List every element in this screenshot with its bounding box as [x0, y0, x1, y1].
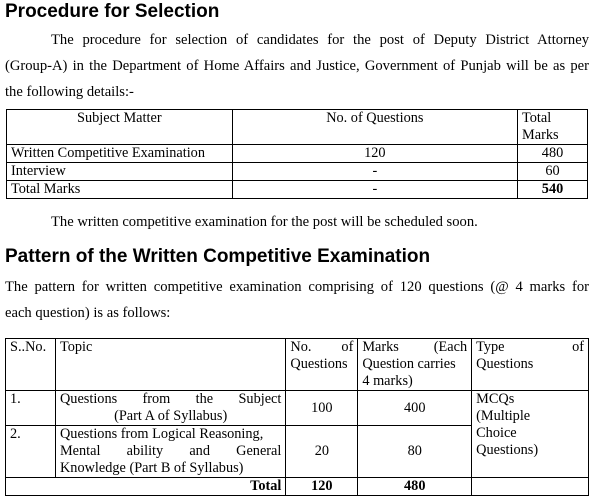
- header-total-marks-line-2: Marks: [522, 127, 559, 143]
- row-2-marks: 80: [358, 426, 472, 478]
- header-type: [472, 339, 589, 391]
- row-1-topic-line-1: Questions from the Subject: [59, 391, 282, 407]
- row-2-sno: 2.: [6, 426, 56, 478]
- row-interview-subject: Interview: [7, 163, 233, 181]
- header-topic: Topic: [55, 339, 285, 391]
- pattern-intro-line-1: The pattern for written competitive examination comprising of 120 questions (@ 4 marks for: [5, 279, 589, 295]
- table-row: [7, 181, 588, 199]
- row-2-topic-line-1: Questions from Logical Reasoning,: [59, 426, 264, 442]
- table-header-row: [6, 339, 589, 391]
- total-type-empty: [472, 478, 589, 496]
- section-heading-procedure: Procedure for Selection: [5, 1, 220, 22]
- row-total-subject: Total Marks: [7, 181, 233, 199]
- row-1-sno: 1.: [6, 391, 56, 426]
- header-noq-line-1: No. of: [290, 339, 354, 355]
- section-heading-pattern: Pattern of the Written Competitive Examination: [5, 246, 431, 267]
- row-interview-marks: 60: [518, 163, 588, 181]
- row-1-topic-line-2: (Part A of Syllabus): [114, 408, 228, 424]
- row-1-marks: 400: [358, 391, 472, 426]
- row-1-questions: 100: [286, 391, 358, 426]
- schedule-note: The written competitive examination for the post will be scheduled soon.: [51, 214, 478, 230]
- total-marks: 480: [358, 478, 472, 496]
- pattern-intro-line-2: each question) is as follows:: [5, 305, 171, 321]
- table-row: [6, 391, 589, 426]
- type-line-1: MCQs: [476, 391, 515, 407]
- row-written-subject: Written Competitive Examination: [7, 145, 233, 163]
- total-questions: 120: [286, 478, 358, 496]
- row-total-questions: -: [232, 181, 517, 199]
- type-line-4: Questions): [476, 442, 539, 458]
- header-type-line-2: Questions: [476, 356, 534, 372]
- selection-table: [6, 109, 588, 199]
- header-type-line-1: Type of: [476, 339, 584, 355]
- type-line-2: (Multiple: [476, 408, 531, 424]
- total-label: Total: [6, 478, 286, 496]
- header-noq-line-2: Questions: [290, 356, 348, 372]
- header-no-of-questions: [286, 339, 358, 391]
- row-written-marks: 480: [518, 145, 588, 163]
- header-marks-line-1: Marks (Each: [362, 339, 468, 355]
- row-total-marks: 540: [518, 181, 588, 199]
- table-row: [7, 163, 588, 181]
- procedure-intro-line-3: the following details:-: [5, 84, 134, 100]
- pattern-table: [5, 338, 589, 496]
- header-marks-line-3: 4 marks): [362, 373, 413, 389]
- row-interview-questions: -: [232, 163, 517, 181]
- header-marks: [358, 339, 472, 391]
- type-line-3: Choice: [476, 425, 517, 441]
- type-of-questions-cell: [472, 391, 589, 478]
- procedure-intro-line-2: (Group-A) in the Department of Home Affairs and Justice, Government of Punjab will be as per: [5, 58, 589, 74]
- table-row: [7, 145, 588, 163]
- row-2-topic-line-3: Knowledge (Part B of Syllabus): [59, 460, 244, 476]
- header-subject-matter: Subject Matter: [7, 110, 233, 145]
- row-1-topic: [55, 391, 285, 426]
- row-2-topic: [55, 426, 285, 478]
- header-no-of-questions: No. of Questions: [232, 110, 517, 145]
- header-total-marks-line-1: Total: [522, 110, 552, 126]
- header-total-marks: [518, 110, 588, 145]
- row-2-questions: 20: [286, 426, 358, 478]
- header-marks-line-2: Question carries: [362, 356, 456, 372]
- row-2-topic-line-2: Mental ability and General: [59, 443, 282, 459]
- header-sno: S..No.: [6, 339, 56, 391]
- procedure-intro-line-1: The procedure for selection of candidates for the post of Deputy District Attorney: [51, 32, 589, 48]
- row-written-questions: 120: [232, 145, 517, 163]
- table-header-row: [7, 110, 588, 145]
- table-total-row: [6, 478, 589, 496]
